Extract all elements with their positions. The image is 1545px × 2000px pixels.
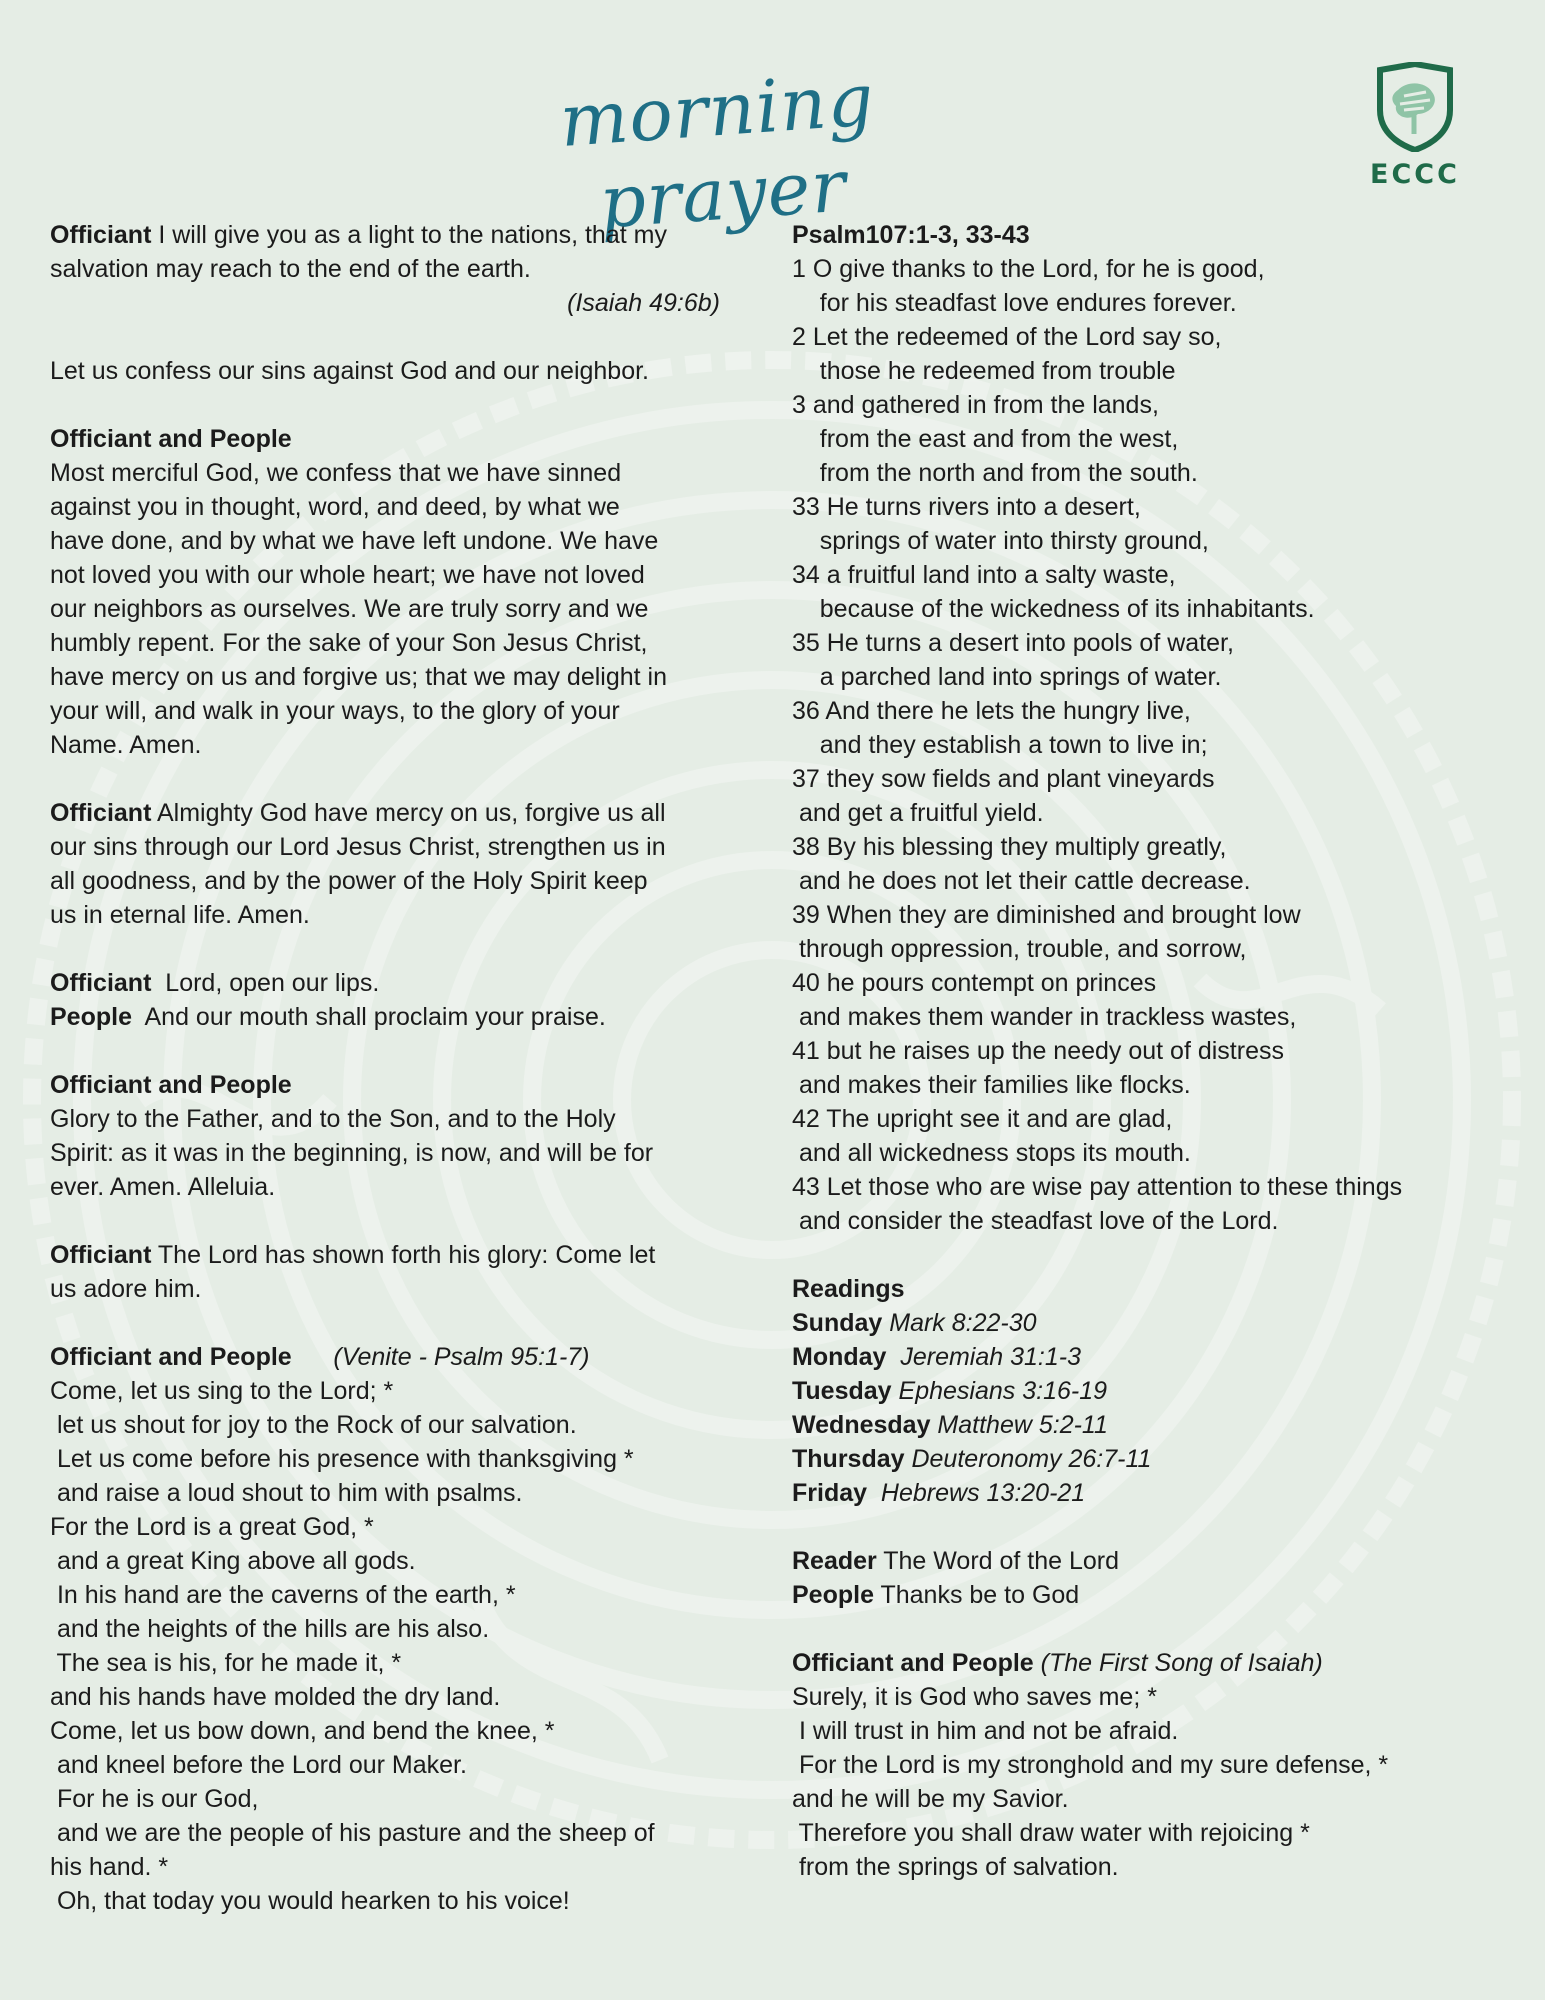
confession-line: Most merciful God, we confess that we have sinned — [50, 459, 622, 487]
venite-line: and his hands have molded the dry land. — [50, 1683, 501, 1711]
role-label: Officiant and People — [792, 1649, 1034, 1677]
psalm-verse: 38 By his blessing they multiply greatly, — [792, 833, 1227, 861]
readings-list — [792, 1306, 1512, 1510]
venite-line: and raise a loud shout to him with psalms. — [50, 1479, 523, 1507]
reading-reference: Matthew 5:2-11 — [930, 1411, 1108, 1439]
confession-line: have mercy on us and forgive us; that we may delight in — [50, 663, 667, 691]
psalm-verse: and consider the steadfast love of the Lord. — [792, 1207, 1279, 1235]
psalm-verse: because of the wickedness of its inhabitants. — [792, 595, 1315, 623]
canticle — [792, 1646, 1512, 1884]
role-label: Officiant and People — [50, 1343, 292, 1371]
psalm-verse: 1 O give thanks to the Lord, for he is good, — [792, 255, 1265, 283]
preces — [50, 966, 730, 1034]
venite — [50, 1340, 730, 1918]
reading-reference: Ephesians 3:16-19 — [891, 1377, 1108, 1405]
canticle-text — [792, 1680, 1512, 1884]
psalm-verse: from the north and from the south. — [792, 459, 1198, 487]
psalm-verse: 37 they sow fields and plant vineyards — [792, 765, 1215, 793]
venite-line: Come, let us bow down, and bend the knee, * — [50, 1717, 555, 1745]
eccc-logo — [1370, 62, 1460, 190]
venite-line: Come, let us sing to the Lord; * — [50, 1377, 394, 1405]
absolution-text: Almighty God have mercy on us, forgive us all — [151, 799, 666, 827]
role-label: Officiant and People — [50, 425, 292, 453]
right-column — [792, 218, 1512, 1884]
psalm-heading: Psalm107:1-3, 33-43 — [792, 221, 1030, 249]
invitatory — [50, 1238, 730, 1306]
psalm-verse: through oppression, trouble, and sorrow, — [792, 935, 1247, 963]
reading-row — [792, 1476, 1512, 1510]
venite-line: In his hand are the caverns of the earth, * — [50, 1581, 516, 1609]
gloria-text: Spirit: as it was in the beginning, is now, and will be for — [50, 1139, 654, 1167]
confession-line: your will, and walk in your ways, to the glory of your — [50, 697, 620, 725]
venite-line: For he is our God, — [50, 1785, 259, 1813]
psalm-verse: from the east and from the west, — [792, 425, 1179, 453]
reading-day: Friday — [792, 1479, 868, 1507]
scripture-reference: (Venite - Psalm 95:1-7) — [291, 1343, 590, 1371]
psalm-verse: and he does not let their cattle decrease. — [792, 867, 1251, 895]
reading-reference: Jeremiah 31:1-3 — [886, 1343, 1081, 1371]
psalm-verse: 36 And there he lets the hungry live, — [792, 697, 1191, 725]
reading-day: Tuesday — [792, 1377, 892, 1405]
reading-row — [792, 1408, 1512, 1442]
psalm-verse: 33 He turns rivers into a desert, — [792, 493, 1141, 521]
confession-line: humbly repent. For the sake of your Son Jesus Christ, — [50, 629, 648, 657]
reading-row — [792, 1442, 1512, 1476]
reading-reference: Hebrews 13:20-21 — [867, 1479, 1086, 1507]
canticle-line: Therefore you shall draw water with rejoicing * — [792, 1819, 1310, 1847]
psalm-text — [792, 252, 1512, 1238]
opening-text: salvation may reach to the end of the earth. — [50, 255, 531, 283]
venite-line: and we are the people of his pasture and the sheep of — [50, 1819, 655, 1847]
role-label: Officiant and People — [50, 1071, 292, 1099]
psalm-verse: springs of water into thirsty ground, — [792, 527, 1209, 555]
venite-line: Let us come before his presence with thanksgiving * — [50, 1445, 634, 1473]
opening-sentence — [50, 218, 730, 320]
logo-text: ECCC — [1370, 159, 1460, 190]
gloria-text: Glory to the Father, and to the Son, and to the Holy — [50, 1105, 616, 1133]
page-title: morning prayer — [557, 57, 878, 245]
reading-day: Thursday — [792, 1445, 905, 1473]
reading-row — [792, 1306, 1512, 1340]
psalm-verse: and makes their families like flocks. — [792, 1071, 1191, 1099]
invitation-text: Let us confess our sins against God and our neighbor. — [50, 357, 649, 385]
gloria-patri — [50, 1068, 730, 1204]
psalm-verse: and they establish a town to live in; — [792, 731, 1208, 759]
role-label: Officiant — [50, 799, 152, 827]
psalm-verse: 42 The upright see it and are glad, — [792, 1105, 1173, 1133]
canticle-line: For the Lord is my stronghold and my sure defense, * — [792, 1751, 1389, 1779]
psalm-verse: 41 but he raises up the needy out of distress — [792, 1037, 1284, 1065]
absolution-text: all goodness, and by the power of the Holy Spirit keep — [50, 867, 648, 895]
reading-reference: Mark 8:22-30 — [882, 1309, 1037, 1337]
psalm-verse: a parched land into springs of water. — [792, 663, 1222, 691]
gloria-text: ever. Amen. Alleluia. — [50, 1173, 276, 1201]
psalm-verse: 2 Let the redeemed of the Lord say so, — [792, 323, 1222, 351]
role-label: People — [792, 1581, 874, 1609]
response-text: The Word of the Lord — [876, 1547, 1120, 1575]
preces-text: And our mouth shall proclaim your praise. — [131, 1003, 606, 1031]
venite-line: let us shout for joy to the Rock of our salvation. — [50, 1411, 577, 1439]
absolution-text: us in eternal life. Amen. — [50, 901, 310, 929]
absolution — [50, 796, 730, 932]
invitatory-text: The Lord has shown forth his glory: Come let — [151, 1241, 656, 1269]
venite-line: Oh, that today you would hearken to his voice! — [50, 1887, 570, 1915]
psalm-verse: 3 and gathered in from the lands, — [792, 391, 1159, 419]
opening-text: I will give you as a light to the nations, that my — [151, 221, 667, 249]
psalm-verse: 39 When they are diminished and brought low — [792, 901, 1301, 929]
psalm-verse: 43 Let those who are wise pay attention to these things — [792, 1173, 1403, 1201]
confession-line: have done, and by what we have left undone. We have — [50, 527, 659, 555]
venite-line: and kneel before the Lord our Maker. — [50, 1751, 467, 1779]
tree-shield-icon — [1374, 62, 1456, 152]
reading-row — [792, 1340, 1512, 1374]
psalm-verse: 35 He turns a desert into pools of water, — [792, 629, 1234, 657]
canticle-line: from the springs of salvation. — [792, 1853, 1119, 1881]
reading-day: Wednesday — [792, 1411, 931, 1439]
confession-line: not loved you with our whole heart; we have not loved — [50, 561, 645, 589]
role-label: Officiant — [50, 1241, 152, 1269]
venite-line: For the Lord is a great God, * — [50, 1513, 374, 1541]
confession-line: Name. Amen. — [50, 731, 202, 759]
absolution-text: our sins through our Lord Jesus Christ, strengthen us in — [50, 833, 666, 861]
scripture-reference: (Isaiah 49:6b) — [567, 289, 720, 317]
preces-text: Lord, open our lips. — [151, 969, 380, 997]
confession-text — [50, 456, 730, 762]
canticle-line: and he will be my Savior. — [792, 1785, 1069, 1813]
reading-row — [792, 1374, 1512, 1408]
psalm-verse: and makes them wander in trackless wastes, — [792, 1003, 1297, 1031]
psalm-section — [792, 218, 1512, 1238]
left-column — [50, 218, 730, 1918]
confession-line: our neighbors as ourselves. We are truly sorry and we — [50, 595, 649, 623]
confession — [50, 422, 730, 762]
confession-invitation — [50, 354, 730, 388]
canticle-line: I will trust in him and not be afraid. — [792, 1717, 1179, 1745]
reading-day: Monday — [792, 1343, 887, 1371]
invitatory-text: us adore him. — [50, 1275, 202, 1303]
reading-response — [792, 1544, 1512, 1612]
psalm-verse: 40 he pours contempt on princes — [792, 969, 1157, 997]
role-label: People — [50, 1003, 132, 1031]
psalm-verse: those he redeemed from trouble — [792, 357, 1176, 385]
readings-heading: Readings — [792, 1275, 905, 1303]
canticle-line: Surely, it is God who saves me; * — [792, 1683, 1157, 1711]
readings-section — [792, 1272, 1512, 1510]
venite-line: his hand. * — [50, 1853, 169, 1881]
venite-text — [50, 1374, 730, 1918]
venite-line: The sea is his, for he made it, * — [50, 1649, 402, 1677]
role-label: Officiant — [50, 221, 152, 249]
psalm-verse: and get a fruitful yield. — [792, 799, 1044, 827]
canticle-title: (The First Song of Isaiah) — [1033, 1649, 1323, 1677]
reading-reference: Deuteronomy 26:7-11 — [904, 1445, 1152, 1473]
psalm-verse: for his steadfast love endures forever. — [792, 289, 1237, 317]
role-label: Reader — [792, 1547, 877, 1575]
role-label: Officiant — [50, 969, 152, 997]
psalm-verse: and all wickedness stops its mouth. — [792, 1139, 1191, 1167]
psalm-verse: 34 a fruitful land into a salty waste, — [792, 561, 1176, 589]
response-text: Thanks be to God — [873, 1581, 1080, 1609]
confession-line: against you in thought, word, and deed, by what we — [50, 493, 620, 521]
reading-day: Sunday — [792, 1309, 883, 1337]
venite-line: and a great King above all gods. — [50, 1547, 416, 1575]
venite-line: and the heights of the hills are his also. — [50, 1615, 490, 1643]
